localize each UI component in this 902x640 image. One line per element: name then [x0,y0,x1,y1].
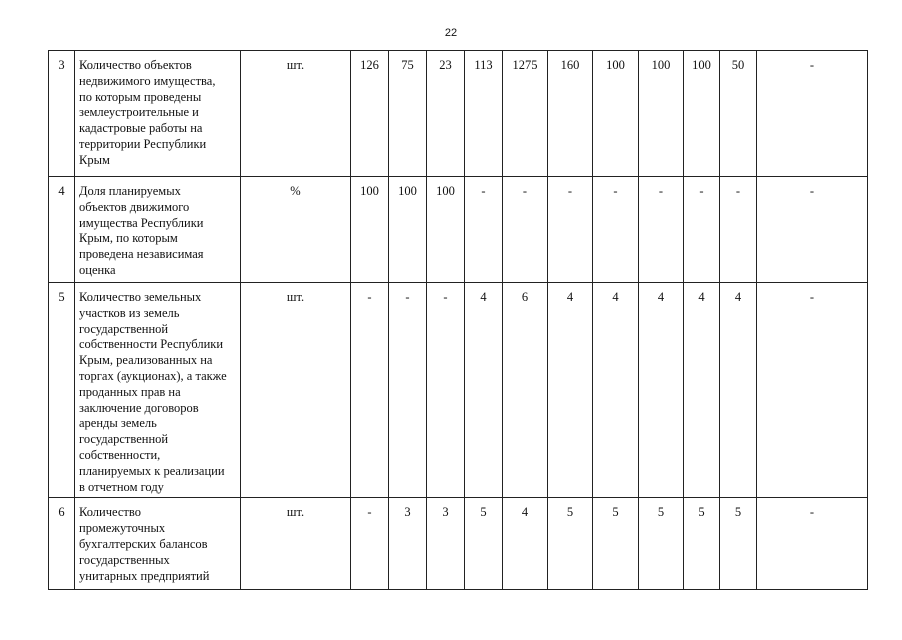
description-line: унитарных предприятий [79,568,210,583]
year-value-cell: 23 [427,51,465,177]
year-value-cell: - [351,283,389,498]
description-line: Крым, по которым [79,231,178,246]
description-line: в отчетном году [79,479,164,494]
note-cell: - [757,283,868,498]
year-value-cell: - [684,177,720,283]
unit-of-measure: шт. [241,51,351,177]
row-number: 5 [49,283,75,498]
year-value-cell: 126 [351,51,389,177]
year-value-cell: 6 [503,283,548,498]
unit-of-measure: % [241,177,351,283]
description-line: государственной [79,432,169,447]
note-cell: - [757,177,868,283]
description-line: недвижимого имущества, [79,73,216,88]
year-value-cell: - [427,283,465,498]
year-value-cell: 5 [684,498,720,590]
description-line: Доля планируемых [79,184,181,198]
description-line: бухгалтерских балансов [79,536,208,551]
description-line: заключение договоров [79,400,199,415]
note-cell: - [757,498,868,590]
indicator-description [75,177,241,283]
unit-of-measure: шт. [241,498,351,590]
year-value-cell: 5 [465,498,503,590]
year-value-cell: 5 [639,498,684,590]
year-value-cell: - [720,177,757,283]
year-value-cell: 4 [503,498,548,590]
description-line: Крым [79,152,110,167]
year-value-cell: 100 [351,177,389,283]
description-line: государственных [79,552,170,567]
description-line: Количество земельных [79,290,202,304]
description-line: территории Республики [79,136,207,151]
description-line: проданных прав на [79,384,181,399]
description-line: по которым проведены [79,89,202,104]
year-value-cell: 5 [720,498,757,590]
description-line: собственности, [79,447,161,462]
note-cell: - [757,51,868,177]
year-value-cell: 1275 [503,51,548,177]
page-number: 22 [444,27,458,39]
description-line: Количество [79,505,141,520]
description-line: кадастровые работы на [79,121,203,136]
row-number: 4 [49,177,75,283]
year-value-cell: 75 [389,51,427,177]
description-line: торгах (аукционах), а также [79,368,227,383]
year-value-cell: 5 [593,498,639,590]
description-line: землеустроительные и [79,105,199,120]
year-value-cell: - [465,177,503,283]
year-value-cell: 4 [684,283,720,498]
year-value-cell: 5 [548,498,593,590]
year-value-cell: - [389,283,427,498]
description-line: объектов движимого [79,199,190,214]
table-row [49,283,868,498]
year-value-cell: 160 [548,51,593,177]
row-number: 3 [49,51,75,177]
description-line: проведена независимая [79,247,204,262]
year-value-cell: - [351,498,389,590]
indicator-description [75,498,241,590]
indicators-table [48,50,868,590]
year-value-cell: 100 [389,177,427,283]
description-line: имущества Республики [79,215,204,230]
table-row [49,177,868,283]
description-line: оценка [79,262,116,277]
table-row [49,51,868,177]
year-value-cell: 3 [427,498,465,590]
year-value-cell: 3 [389,498,427,590]
description-line: государственной [79,321,169,336]
indicator-description [75,51,241,177]
year-value-cell: 100 [639,51,684,177]
year-value-cell: 113 [465,51,503,177]
unit-of-measure: шт. [241,283,351,498]
year-value-cell: - [548,177,593,283]
year-value-cell: 4 [593,283,639,498]
year-value-cell: - [593,177,639,283]
year-value-cell: 4 [639,283,684,498]
description-line: Количество объектов [79,58,192,72]
description-line: участков из земель [79,305,180,320]
table-row [49,498,868,590]
year-value-cell: 100 [684,51,720,177]
year-value-cell: 50 [720,51,757,177]
year-value-cell: 100 [593,51,639,177]
row-number: 6 [49,498,75,590]
indicator-description [75,283,241,498]
year-value-cell: 4 [465,283,503,498]
year-value-cell: 4 [720,283,757,498]
year-value-cell: 100 [427,177,465,283]
description-line: Крым, реализованных на [79,353,213,368]
description-line: собственности Республики [79,337,224,352]
year-value-cell: - [503,177,548,283]
description-line: планируемых к реализации [79,463,225,478]
year-value-cell: - [639,177,684,283]
year-value-cell: 4 [548,283,593,498]
description-line: аренды земель [79,416,157,431]
description-line: промежуточных [79,521,166,536]
